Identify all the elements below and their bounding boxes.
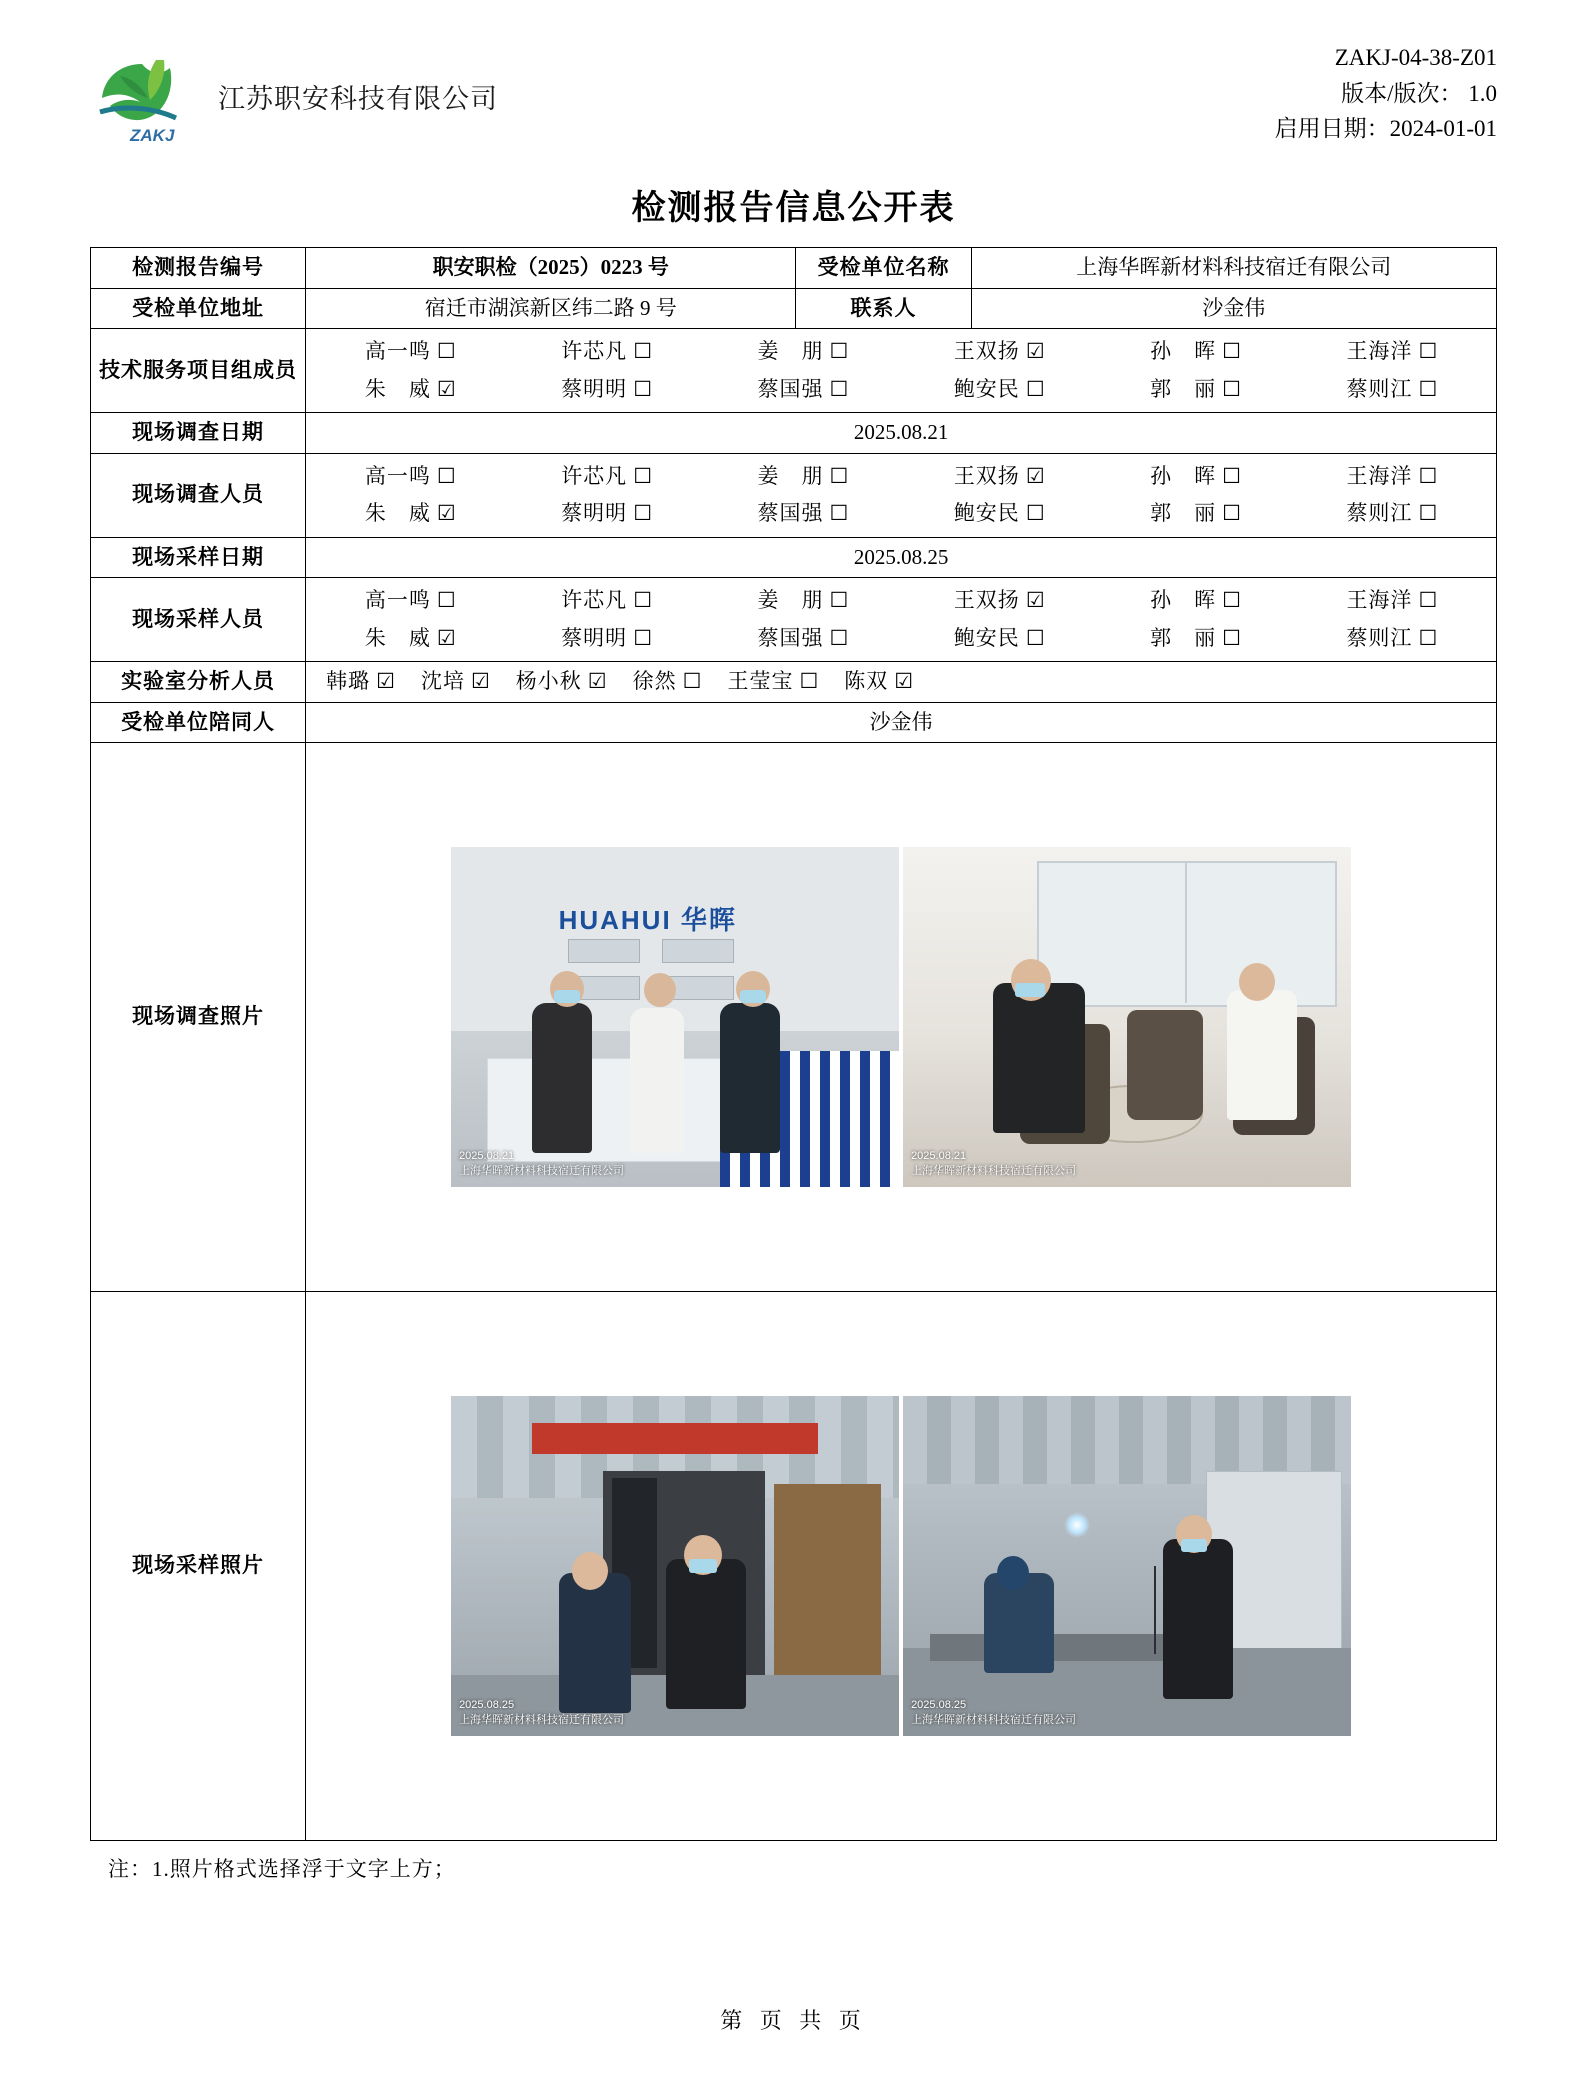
person-name: 蔡则江 [1346,625,1413,650]
checkbox-unchecked-icon[interactable]: ☐ [633,376,653,401]
value-sampling-date: 2025.08.25 [306,537,1497,578]
person-checkbox-item[interactable] [312,620,508,658]
person-checkbox-item[interactable] [508,371,704,409]
person-name: 孙 晖 [1150,588,1217,612]
person-name: 许芯凡 [561,339,628,363]
page-title: 检测报告信息公开表 [631,190,956,227]
table-row [91,288,1497,329]
document-version: 版本/版次： 1.0 [1341,80,1497,106]
person-checkbox-item[interactable] [844,666,913,698]
person-name: 蔡国强 [757,625,824,650]
person-checkbox-item[interactable] [1294,620,1490,658]
checkbox-unchecked-icon[interactable]: ☐ [1222,625,1241,650]
checkbox-unchecked-icon[interactable]: ☐ [1418,588,1438,613]
person-name: 王莹宝 [727,669,794,693]
person-checkbox-item[interactable] [705,458,901,496]
value-client-address: 宿迁市湖滨新区纬二路 9 号 [306,288,796,329]
person-name: 王海洋 [1346,588,1413,612]
photo-stamp: 2025.08.21 上海华晖新材料科技宿迁有限公司 [459,1150,625,1178]
person-name: 王海洋 [1346,463,1413,488]
checkbox-unchecked-icon[interactable]: ☐ [633,339,653,364]
checkbox-unchecked-icon[interactable]: ☐ [436,339,456,364]
value-sampling-staff [306,578,1497,662]
checkbox-checked-icon[interactable]: ☑ [894,669,914,693]
person-name: 孙 晖 [1150,339,1217,363]
survey-staff-row-2 [312,495,1490,533]
person-name: 朱 威 [364,625,431,650]
label-team-members: 技术服务项目组成员 [91,329,306,413]
team-members-row-1 [312,333,1490,371]
photo-sampling-measure [903,1396,1351,1736]
checkbox-unchecked-icon[interactable]: ☐ [1222,339,1241,364]
person-checkbox-item[interactable] [1294,371,1490,409]
value-report-no: 职安职检（2025）0223 号 [306,248,796,289]
person-checkbox-item[interactable] [705,333,901,371]
checkbox-unchecked-icon[interactable]: ☐ [829,625,849,650]
person-checkbox-item[interactable] [705,371,901,409]
table-row [91,662,1497,703]
checkbox-unchecked-icon[interactable]: ☐ [1222,376,1241,401]
checkbox-unchecked-icon[interactable]: ☐ [1418,339,1438,364]
person-name: 高一鸣 [364,588,431,612]
checkbox-unchecked-icon[interactable]: ☐ [1418,463,1438,488]
person-name: 郭 丽 [1150,625,1217,650]
table-row [91,743,1497,1292]
person-checkbox-item[interactable] [312,371,508,409]
table-row [91,453,1497,537]
person-name: 高一鸣 [364,463,431,488]
person-name: 鲍安民 [953,376,1020,401]
company-name: 江苏职安科技有限公司 [218,83,498,114]
person-checkbox-item[interactable] [705,620,901,658]
checkbox-checked-icon[interactable]: ☑ [470,669,490,693]
person-name: 高一鸣 [364,339,431,363]
label-client-address: 受检单位地址 [91,288,306,329]
label-sampling-staff: 现场采样人员 [91,578,306,662]
person-checkbox-item[interactable] [1097,582,1293,620]
table-row [91,413,1497,454]
checkbox-unchecked-icon[interactable]: ☐ [1025,501,1045,526]
label-client-escort: 受检单位陪同人 [91,702,306,743]
checkbox-unchecked-icon[interactable]: ☐ [633,501,653,526]
label-sampling-date: 现场采样日期 [91,537,306,578]
person-checkbox-item[interactable] [901,495,1097,533]
checkbox-unchecked-icon[interactable]: ☐ [1222,463,1241,488]
label-contact: 联系人 [796,288,971,329]
person-checkbox-item[interactable] [508,620,704,658]
person-checkbox-item[interactable] [705,495,901,533]
table-row [91,537,1497,578]
photo-survey-meeting [903,847,1351,1187]
person-checkbox-item[interactable] [705,582,901,620]
checkbox-unchecked-icon[interactable]: ☐ [799,669,819,693]
checkbox-checked-icon[interactable]: ☑ [436,376,456,401]
person-name: 蔡明明 [561,376,628,401]
header-left [90,34,498,146]
checkbox-unchecked-icon[interactable]: ☐ [436,588,456,613]
person-checkbox-item[interactable] [421,666,490,698]
person-checkbox-item[interactable] [1294,458,1490,496]
checkbox-unchecked-icon[interactable]: ☐ [829,339,849,364]
sampling-staff-row-1 [312,582,1490,620]
effective-date: 启用日期：2024-01-01 [1274,116,1497,142]
person-checkbox-item[interactable] [1097,333,1293,371]
person-name: 蔡明明 [561,625,628,650]
person-name: 蔡国强 [757,376,824,401]
person-name: 许芯凡 [561,463,628,488]
team-members-row-2 [312,371,1490,409]
checkbox-unchecked-icon[interactable]: ☐ [682,669,702,693]
sampling-photos-cell [306,1292,1497,1841]
person-checkbox-item[interactable] [508,582,704,620]
person-name: 杨小秋 [515,669,582,693]
person-name: 鲍安民 [953,625,1020,650]
label-report-no: 检测报告编号 [91,248,306,289]
person-name: 王双扬 [953,588,1020,612]
person-name: 姜 朋 [757,463,824,488]
photo-stamp: 2025.08.25 上海华晖新材料科技宿迁有限公司 [459,1699,625,1727]
person-name: 朱 威 [364,376,431,401]
checkbox-unchecked-icon[interactable]: ☐ [1418,625,1438,650]
person-name: 徐然 [632,669,677,693]
person-name: 姜 朋 [757,339,824,363]
checkbox-checked-icon[interactable]: ☑ [1025,339,1045,364]
checkbox-unchecked-icon[interactable]: ☐ [436,463,456,488]
person-checkbox-item[interactable] [633,666,702,698]
person-name: 蔡国强 [757,501,824,525]
person-checkbox-item[interactable] [508,333,704,371]
header-right [1275,34,1497,147]
person-name: 王海洋 [1346,339,1413,363]
photo-stamp: 2025.08.21 上海华晖新材料科技宿迁有限公司 [911,1150,1077,1178]
person-name: 韩璐 [326,669,371,693]
checkbox-unchecked-icon[interactable]: ☐ [633,588,653,613]
checkbox-checked-icon[interactable]: ☑ [1025,588,1045,613]
value-contact: 沙金伟 [971,288,1496,329]
label-survey-date: 现场调查日期 [91,413,306,454]
person-checkbox-item[interactable] [312,458,508,496]
person-name: 蔡则江 [1346,376,1413,401]
checkbox-checked-icon[interactable]: ☑ [436,501,456,526]
person-checkbox-item[interactable] [1097,620,1293,658]
survey-staff-row-1 [312,458,1490,496]
table-note: 注：1.照片格式选择浮于文字上方； [108,1857,456,1881]
photo-survey-lobby [451,847,899,1187]
lab-analysts-row [312,666,1490,698]
checkbox-unchecked-icon[interactable]: ☐ [1418,376,1438,401]
value-survey-date: 2025.08.21 [306,413,1497,454]
person-checkbox-item[interactable] [901,333,1097,371]
person-checkbox-item[interactable] [312,582,508,620]
checkbox-unchecked-icon[interactable]: ☐ [829,463,849,488]
photo-brand-text: HUAHUI 华晖 [558,905,737,936]
label-survey-staff: 现场调查人员 [91,453,306,537]
label-sampling-photos: 现场采样照片 [91,1292,306,1841]
sampling-staff-row-2 [312,620,1490,658]
report-info-table [90,247,1497,1841]
document-code: ZAKJ-04-38-Z01 [1334,45,1497,70]
checkbox-unchecked-icon[interactable]: ☐ [1418,501,1438,526]
person-checkbox-item[interactable] [1097,458,1293,496]
person-checkbox-item[interactable] [1097,495,1293,533]
checkbox-unchecked-icon[interactable]: ☐ [1025,376,1045,401]
page-footer: 第 页 共 页 [720,2008,867,2033]
person-checkbox-item[interactable] [901,371,1097,409]
value-client-escort: 沙金伟 [306,702,1497,743]
label-client-name: 受检单位名称 [796,248,971,289]
value-survey-staff [306,453,1497,537]
person-name: 孙 晖 [1150,463,1217,488]
person-name: 姜 朋 [757,588,824,612]
company-logo-icon [90,46,200,146]
table-row [91,248,1497,289]
person-checkbox-item[interactable] [901,620,1097,658]
person-name: 王双扬 [953,339,1020,363]
table-row [91,702,1497,743]
table-row [91,1292,1497,1841]
survey-photos-cell [306,743,1497,1292]
person-name: 朱 威 [364,501,431,525]
checkbox-unchecked-icon[interactable]: ☐ [1025,625,1045,650]
person-name: 郭 丽 [1150,501,1217,525]
person-checkbox-item[interactable] [508,458,704,496]
checkbox-checked-icon[interactable]: ☑ [436,625,456,650]
svg-text:ZAKJ: ZAKJ [130,126,175,145]
photo-stamp: 2025.08.25 上海华晖新材料科技宿迁有限公司 [911,1699,1077,1727]
person-checkbox-item[interactable] [1294,333,1490,371]
person-checkbox-item[interactable] [312,333,508,371]
checkbox-unchecked-icon[interactable]: ☐ [1222,588,1241,613]
checkbox-checked-icon[interactable]: ☑ [1025,463,1045,488]
label-survey-photos: 现场调查照片 [91,743,306,1292]
person-name: 许芯凡 [561,588,628,612]
checkbox-checked-icon[interactable]: ☑ [587,669,607,693]
table-row [91,578,1497,662]
person-checkbox-item[interactable] [312,495,508,533]
person-checkbox-item[interactable] [901,582,1097,620]
person-checkbox-item[interactable] [727,666,818,698]
person-checkbox-item[interactable] [901,458,1097,496]
photo-sampling-machine [451,1396,899,1736]
person-name: 蔡明明 [561,501,628,525]
value-lab-analysts [306,662,1497,703]
person-checkbox-item[interactable] [516,666,607,698]
person-checkbox-item[interactable] [1294,582,1490,620]
checkbox-checked-icon[interactable]: ☑ [376,669,395,693]
checkbox-unchecked-icon[interactable]: ☐ [633,625,653,650]
page-header [90,34,1497,154]
person-name: 王双扬 [953,463,1020,488]
person-name: 沈培 [420,669,465,693]
checkbox-unchecked-icon[interactable]: ☐ [633,463,653,488]
person-name: 鲍安民 [953,501,1020,525]
checkbox-unchecked-icon[interactable]: ☐ [1222,501,1241,526]
checkbox-unchecked-icon[interactable]: ☐ [829,588,849,613]
value-team-members [306,329,1497,413]
checkbox-unchecked-icon[interactable]: ☐ [829,501,849,526]
person-checkbox-item[interactable] [1294,495,1490,533]
person-name: 郭 丽 [1150,376,1217,401]
table-row [91,329,1497,413]
checkbox-unchecked-icon[interactable]: ☐ [829,376,849,401]
label-lab-analysts: 实验室分析人员 [91,662,306,703]
value-client-name: 上海华晖新材料科技宿迁有限公司 [971,248,1496,289]
person-checkbox-item[interactable] [326,666,395,698]
person-name: 陈双 [844,669,889,693]
person-checkbox-item[interactable] [508,495,704,533]
person-checkbox-item[interactable] [1097,371,1293,409]
person-name: 蔡则江 [1346,501,1413,525]
